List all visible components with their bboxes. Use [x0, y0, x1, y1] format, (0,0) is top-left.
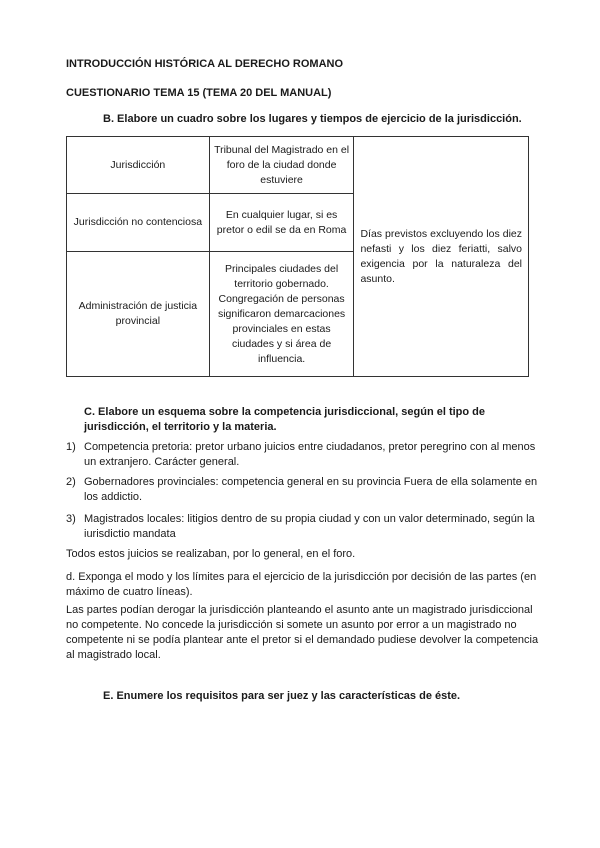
table-cell-place: En cualquier lugar, si es pretor o edil se da en Roma — [209, 194, 354, 252]
section-b-heading: B. Elabore un cuadro sobre los lugares y tiempos de ejercicio de la jurisdicción. — [103, 113, 522, 125]
section-d-question: d. Exponga el modo y los límites para el ejercicio de la jurisdicción por decisión de las partes (en máximo de cuatro líneas). — [66, 571, 537, 598]
jurisdiction-table — [66, 136, 529, 377]
list-item-number: 3) — [66, 513, 76, 525]
list-item-number: 2) — [66, 476, 76, 488]
table-row — [67, 137, 529, 194]
table-cell-place: Principales ciudades del territorio gobernado. Congregación de personas significaron demarcaciones provinciales en estas ciudades y si área de influencia. — [209, 252, 354, 377]
section-c-note: Todos estos juicios se realizaban, por lo general, en el foro. — [66, 548, 356, 560]
section-c-heading: C. Elabore un esquema sobre la competencia jurisdiccional, según el tipo de jurisdicción, el territorio y la materia. — [84, 406, 485, 433]
list-item-text: Gobernadores provinciales: competencia general en su provincia Fuera de ella solamente en los addictio. — [84, 476, 538, 503]
document-subtitle: CUESTIONARIO TEMA 15 (TEMA 20 DEL MANUAL) — [66, 87, 332, 99]
table-cell-place: Tribunal del Magistrado en el foro de la ciudad donde estuviere — [209, 137, 354, 194]
table-cell-label: Jurisdicción no contenciosa — [67, 194, 210, 252]
document-title: INTRODUCCIÓN HISTÓRICA AL DERECHO ROMANO — [66, 58, 344, 70]
section-d-answer: Las partes podían derogar la jurisdicción planteando el asunto ante un magistrado jurisdiccional no competente. No concede la jurisdicción si somete un asunto por error a un magistrado no competente ni se podía plantear ante el pretor si el demandado pudiese devolver la competencia al magistrado local. — [66, 604, 539, 661]
section-e-heading: E. Enumere los requisitos para ser juez y las características de éste. — [103, 690, 461, 702]
list-item-text: Magistrados locales: litigios dentro de su propia ciudad y con un valor determinado, según la iurisdictio mandata — [84, 513, 535, 540]
table-cell-label: Jurisdicción — [67, 137, 210, 194]
table-cell-label: Administración de justicia provincial — [67, 252, 210, 377]
list-item-number: 1) — [66, 441, 76, 453]
table-cell-time: Días previstos excluyendo los diez nefasti y los diez feriatti, salvo exigencia por la naturaleza del asunto. — [354, 137, 529, 377]
list-item-text: Competencia pretoria: pretor urbano juicios entre ciudadanos, pretor peregrino con al menos un extranjero. Carácter general. — [84, 441, 536, 468]
